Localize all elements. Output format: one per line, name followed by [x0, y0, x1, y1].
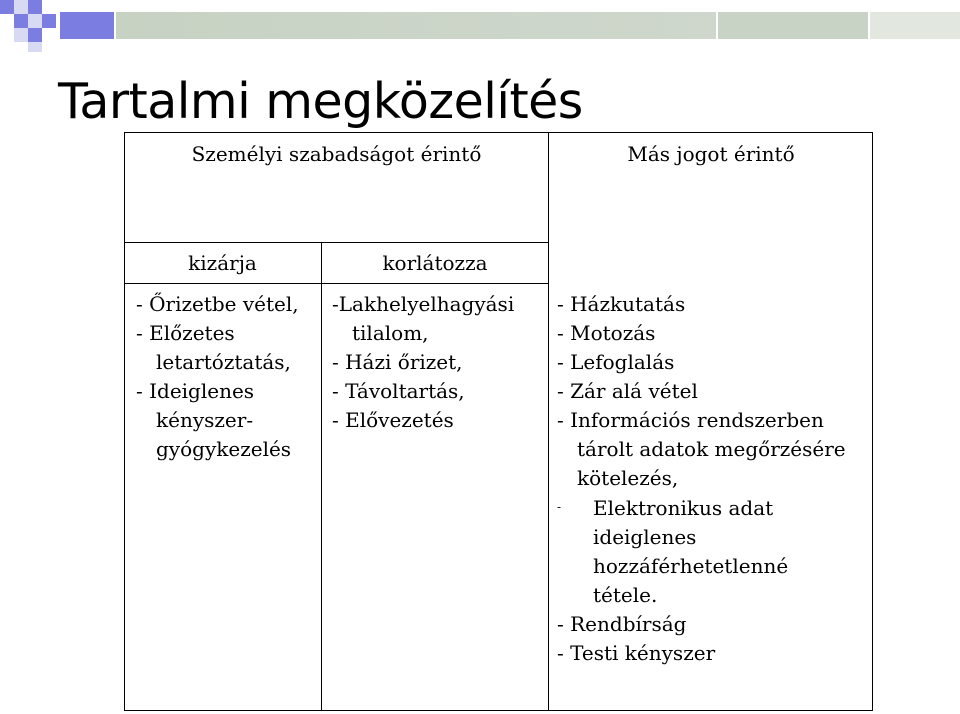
deco-bar [60, 12, 114, 39]
content-table [124, 132, 873, 711]
deco-square [28, 42, 42, 52]
deco-square [42, 14, 56, 28]
deco-square [14, 28, 28, 42]
table-divider [548, 132, 549, 711]
subheader-excludes: kizárja [188, 251, 257, 275]
deco-square [28, 0, 42, 14]
page-title: Tartalmi megközelítés [58, 73, 583, 130]
subheader-restricts: korlátozza [382, 251, 488, 275]
header-decoration [0, 0, 960, 52]
header-personal-liberty: Személyi szabadságot érintő [191, 142, 482, 166]
list-item: - Elővezetés [332, 408, 454, 432]
table-border [872, 132, 873, 711]
list-item: - Zár alá vétel [557, 379, 698, 403]
deco-square [28, 14, 42, 28]
deco-bar [870, 12, 960, 39]
list-item [557, 493, 846, 523]
deco-square [14, 0, 28, 14]
list-item: - Távoltartás, [332, 379, 465, 403]
list-item: gyógykezelés [156, 437, 292, 461]
excludes-list [136, 290, 299, 464]
list-item: - Motozás [557, 321, 656, 345]
list-item: - Ideiglenes [136, 379, 255, 403]
list-item-text: Elektronikus adat [593, 496, 774, 520]
list-item: ideiglenes [593, 525, 697, 549]
table-divider [124, 283, 549, 284]
deco-square [0, 0, 14, 14]
table-border [124, 132, 873, 133]
list-item: - Rendbírság [557, 612, 687, 636]
table-divider [124, 242, 549, 243]
other-rights-list [557, 290, 846, 668]
table-border [124, 710, 873, 711]
list-item: - Házkutatás [557, 292, 686, 316]
list-item: hozzáférhetetlenné [593, 554, 789, 578]
list-item: letartóztatás, [156, 350, 291, 374]
table-border [124, 132, 125, 711]
list-item: kényszer- [156, 408, 254, 432]
header-other-rights: Más jogot érintő [627, 142, 795, 166]
list-item: - Házi őrizet, [332, 350, 463, 374]
list-item: - Információs rendszerben [557, 408, 824, 432]
list-item: - Előzetes [136, 321, 235, 345]
list-item: tárolt adatok megőrzésére [577, 437, 846, 461]
deco-square [14, 14, 28, 28]
table-divider [321, 242, 322, 711]
deco-bar [718, 12, 868, 39]
list-item: tilalom, [352, 321, 429, 345]
deco-bar [116, 12, 716, 39]
deco-square [28, 28, 42, 42]
list-item: - Őrizetbe vétel, [136, 292, 299, 316]
list-item: -Lakhelyelhagyási [332, 292, 515, 316]
list-item: - Lefoglalás [557, 350, 675, 374]
list-item: - Testi kényszer [557, 641, 716, 665]
sub-dash: - [557, 500, 562, 514]
list-item: tétele. [593, 583, 658, 607]
restricts-list [332, 290, 514, 435]
list-item: kötelezés, [577, 466, 679, 490]
